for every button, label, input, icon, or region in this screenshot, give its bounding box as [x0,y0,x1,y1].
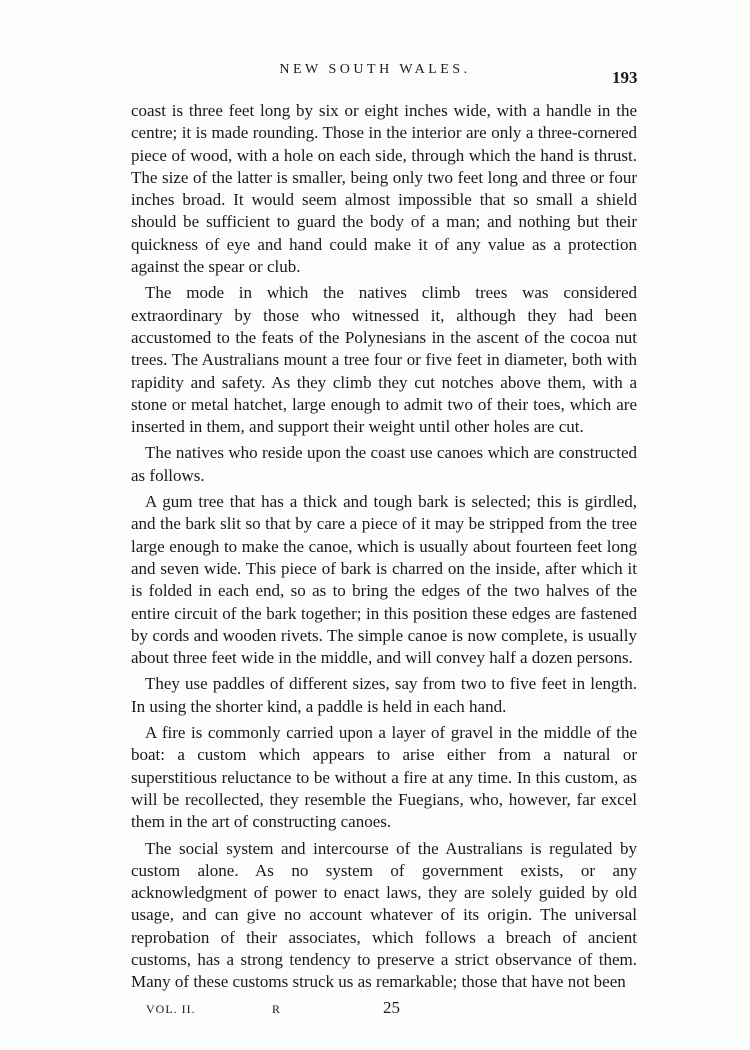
paragraph-canoe-construction: A gum tree that has a thick and tough bark is selected; this is girdled, and the bark slit so that by care a piece of it may be stripped from the tree large enough to make the canoe, which is usually about fourteen feet long and seven wide. This piece of bark is charred on the inside, after which it is folded in each end, so as to bring the edges of the two halves of the entire circuit of the bark together; in this position these edges are fastened by cords and wooden rivets. The simple canoe is now complete, is usually about three feet wide in the middle, and will convey half a dozen persons. [131,492,637,668]
paragraph-canoes-intro: The natives who reside upon the coast use canoes which are constructed as follows. [131,443,637,485]
body-text [131,100,637,998]
paragraph-paddles: They use paddles of different sizes, say from two to five feet in length. In using the shorter kind, a paddle is held in each hand. [131,674,637,716]
page-number: 193 [612,68,638,87]
paragraph-climbing-trees: The mode in which the natives climb trees was considered extraordinary by those who witnessed it, although they had been accustomed to the feats of the Polynesians in the ascent of the cocoa nut trees. The Australians mount a tree four or five feet in diameter, both with rapidity and safety. As they climb they cut notches above them, with a stone or metal hatchet, large enough to admit two of their toes, which are inserted in them, and support their weight until other holes are cut. [131,283,637,437]
footer-signature-mark: R [272,1002,281,1016]
paragraph-fire-in-boat: A fire is commonly carried upon a layer of gravel in the middle of the boat: a custom which appears to arise either from a natural or superstitious reluctance to be without a fire at any time. In this custom, as will be recollected, they resemble the Fuegians, who, however, far excel them in the art of constructing canoes. [131,723,637,832]
paragraph-shield-continued: coast is three feet long by six or eight inches wide, with a handle in the centre; it is made rounding. Those in the interior are only a three-cornered piece of wood, with a hole on each side, through which the hand is thrust. The size of the latter is smaller, being only two feet long and three or four inches broad. It would seem almost impossible that so small a shield should be sufficient to guard the body of a man; and nothing but their quickness of eye and hand could make it of any value as a protection against the spear or club. [131,101,637,277]
footer-volume: VOL. II. [146,1002,196,1016]
footer-sheet-number: 25 [383,998,400,1017]
running-head: NEW SOUTH WALES. [279,62,471,77]
paragraph-social-system: The social system and intercourse of the Australians is regulated by custom alone. As no system of government exists, or any acknowledgment of power to enact laws, they are solely guided by old usage, and can give no account whatever of its origin. The universal reprobation of their associates, which follows a breach of ancient customs, has a strong tendency to preserve a strict observance of them. Many of these customs struck us as remarkable; those that have not been [131,838,637,992]
